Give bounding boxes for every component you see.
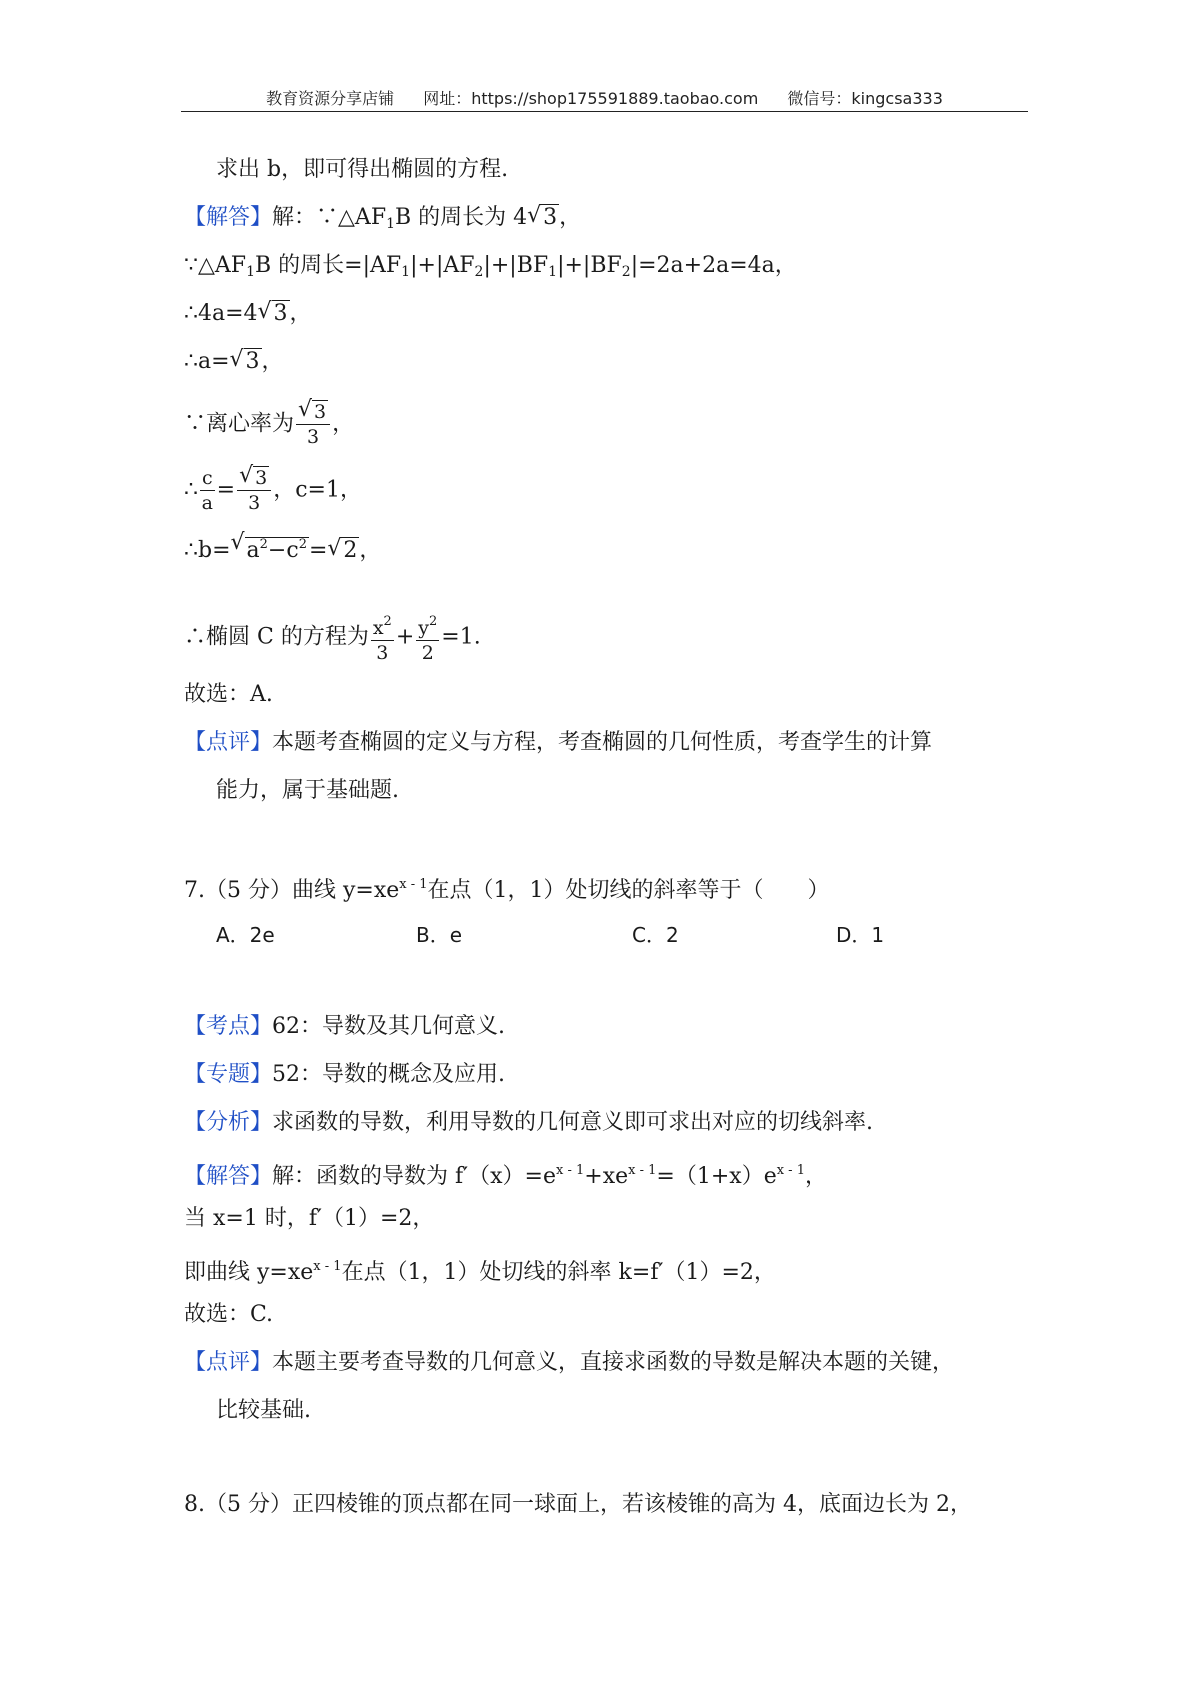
q7-stem: 7.（5 分）曲线 $y=xe^{x - 1}$在点（1，1）处切线的斜率等于（ ） — [184, 877, 830, 903]
solution-line-1: 【解答】解：$\because\triangle AF_1B$ 的周长为 4√ 3， — [184, 203, 581, 239]
choose-c: 故选：C. — [184, 1302, 274, 1327]
jieda-tag: 【解答】 — [184, 1164, 273, 1189]
dianping-line-2: 比较基础. — [216, 1398, 311, 1423]
header-shop: 教育资源分享店铺 — [266, 89, 395, 108]
q7-line3: 即曲线 $y=xe^{x - 1}$在点（1，1）处切线的斜率 k=f′（1）=2， — [184, 1259, 776, 1285]
header-rule — [181, 111, 1028, 112]
b-line: ∴b=√ $a^2-c^2=√$ 2， — [184, 530, 381, 566]
header-wechat: 微信号：kingcsa333 — [787, 89, 943, 108]
option-a: A．2e — [216, 923, 275, 947]
fraction-c-over-a: $\frac{c}{a}$ — [201, 467, 213, 514]
zhuanti-tag: 【专题】 — [184, 1062, 273, 1087]
solution-tag: 【解答】 — [184, 205, 273, 230]
dianping-tag: 【点评】 — [184, 1350, 273, 1375]
fraction-x2-over-3: $\frac{x^2}{3}$ — [371, 610, 394, 665]
c-over-a-line: ∴ $\frac{c}{a}$ = √ $\frac{3}{3}$ ，c=1， — [184, 466, 362, 515]
sqrt-a2-c2: √ $a^2-c^2$ — [231, 530, 309, 566]
kaodian-line: 【考点】62：导数及其几何意义. — [184, 1014, 506, 1039]
fraction-y2-over-2: $\frac{y^2}{2}$ — [416, 610, 439, 665]
fraction-sqrt3-over-3: √ $\frac{3}{3}$ — [296, 400, 330, 449]
option-c: C．2 — [632, 923, 679, 947]
q7-options — [216, 919, 996, 949]
jieda-line: 【解答】解：函数的导数为 $f'(x)=e^{x - 1}+xe^{x - 1}=(1+x)e^{x - 1}$， — [184, 1163, 827, 1189]
ellipse-equation: ∴椭圆 C 的方程为 $\frac{x^2}{3}$ + $\frac{y^2}{2}$ =1. — [184, 610, 481, 665]
step-a: ∴a=√ 3， — [184, 347, 284, 377]
eccentricity-line: ∵离心率为 √ $\frac{3}{3}$ ， — [184, 400, 354, 449]
zhuanti-line: 【专题】52：导数的概念及应用. — [184, 1062, 506, 1087]
sqrt-2: √ 2 — [327, 536, 359, 566]
option-b: B．e — [416, 923, 463, 947]
fenxi-line: 【分析】求函数的导数，利用导数的几何意义即可求出对应的切线斜率. — [184, 1110, 874, 1135]
perimeter-line: $\because\triangle AF_1B$ 的周长$=|AF_1|+|AF_2|+|BF_1|+|BF_2|=2a+2a=4a$， — [184, 253, 797, 280]
option-d: D．1 — [836, 923, 885, 947]
fenxi-tag: 【分析】 — [184, 1110, 273, 1135]
comment-tag: 【点评】 — [184, 730, 273, 755]
analysis-tail: 求出 b，即可得出椭圆的方程. — [216, 157, 509, 182]
q8-stem: 8.（5 分）正四棱锥的顶点都在同一球面上，若该棱锥的高为 4，底面边长为 2， — [184, 1492, 972, 1517]
page-header — [181, 86, 1028, 109]
choose-a: 故选：A. — [184, 682, 273, 707]
dianping-line-1: 【点评】本题主要考查导数的几何意义，直接求函数的导数是解决本题的关键， — [184, 1350, 955, 1375]
sqrt-3: √ 3 — [527, 203, 559, 233]
step-4a: ∴4a=4√ 3， — [184, 299, 312, 329]
fraction-sqrt3-over-3: √ $\frac{3}{3}$ — [237, 466, 271, 515]
kaodian-tag: 【考点】 — [184, 1014, 273, 1039]
comment-line-1: 【点评】本题考查椭圆的定义与方程，考查椭圆的几何性质，考查学生的计算 — [184, 730, 933, 755]
header-url: 网址：https://shop175591889.taobao.com — [423, 89, 759, 108]
comment-line-2: 能力，属于基础题. — [216, 778, 399, 803]
sqrt-3: √ 3 — [258, 299, 290, 329]
q7-line2: 当 x=1 时，f′（1）=2， — [184, 1206, 435, 1231]
sqrt-3: √ 3 — [230, 347, 262, 377]
